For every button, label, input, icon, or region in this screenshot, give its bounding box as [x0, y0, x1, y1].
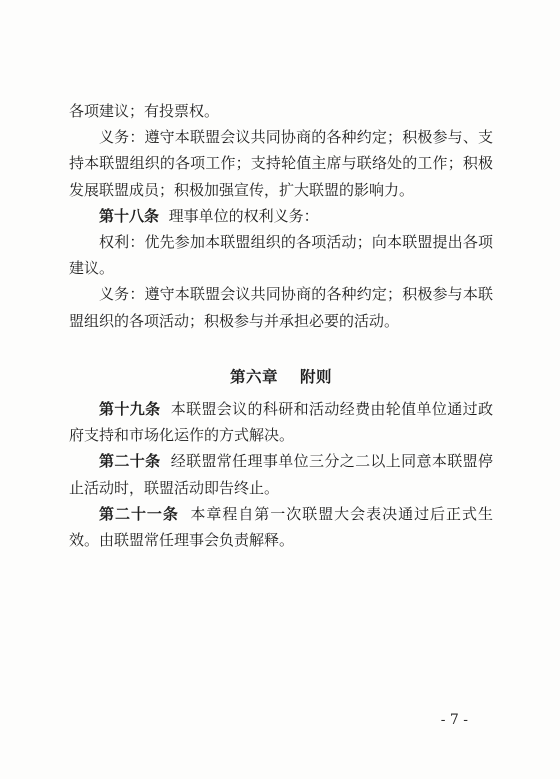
article-text: 经联盟常任理事单位三分之二以上同意本联盟停止活动时，联盟活动即告终止。	[69, 452, 493, 497]
article-text: 本章程自第一次联盟大会表决通过后正式生效。由联盟常任理事会负责解释。	[69, 504, 493, 550]
article-18	[69, 203, 493, 229]
paragraph-continuation	[69, 98, 493, 124]
article-number: 第十九条	[99, 400, 161, 419]
article-21	[69, 501, 493, 553]
paragraph-text: 义务：遵守本联盟会议共同协商的各种约定；积极参与、支持本联盟组织的各项工作；支持轮值主席与联络处的工作；积极发展联盟成员；积极加强宣传，扩大联盟的影响力。	[69, 128, 493, 199]
article-20	[69, 448, 493, 500]
paragraph-council-rights	[69, 229, 493, 281]
page-number: - 7 -	[440, 712, 468, 728]
article-text: 理事单位的权利义务：	[168, 206, 319, 225]
chapter-heading	[69, 364, 493, 390]
paragraph-text: 权利：优先参加本联盟组织的各项活动；向本联盟提出各项建议。	[69, 233, 493, 278]
article-text: 本联盟会议的科研和活动经费由轮值单位通过政府支持和市场化运作的方式解决。	[69, 400, 493, 445]
paragraph-text: 义务：遵守本联盟会议共同协商的各种约定；积极参与本联盟组织的各项活动；积极参与并承担必要的活动。	[69, 285, 493, 330]
article-19	[69, 396, 493, 448]
chapter-title: 附则	[300, 366, 333, 386]
paragraph-council-duties	[69, 281, 493, 333]
article-number: 第二十一条	[99, 504, 179, 523]
paragraph-text: 各项建议；有投票权。	[69, 102, 220, 120]
document-body	[69, 98, 493, 553]
article-number: 第十八条	[99, 206, 160, 225]
paragraph-member-duties	[69, 124, 493, 203]
article-number: 第二十条	[99, 452, 161, 471]
chapter-number: 第六章	[229, 366, 278, 386]
